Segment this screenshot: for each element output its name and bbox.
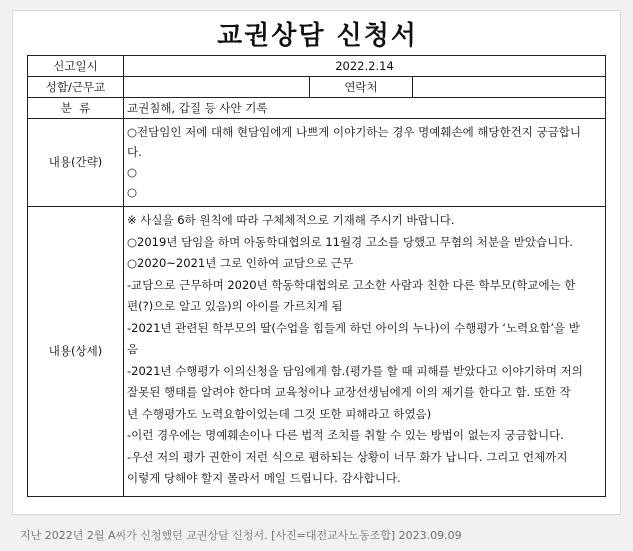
detail-content	[124, 207, 606, 497]
detail-line: ○2020~2021년 그로 인하여 교담으로 근무	[127, 256, 354, 270]
detail-line: -2021년 관련된 학부모의 딸(수업을 힘들게 하던 아이의 누나)이 수행평가 ‘노력요함’을 받	[127, 320, 580, 335]
category-label: 분 류	[28, 98, 124, 119]
contact-label: 연락처	[310, 77, 413, 98]
detail-line: 음	[127, 342, 139, 356]
brief-line: ○	[127, 165, 138, 179]
category-value: 교권침해, 갑질 등 사안 기록	[124, 98, 606, 119]
application-form	[27, 55, 606, 497]
name-contact-row	[28, 77, 606, 98]
brief-row	[28, 119, 606, 207]
detail-row	[28, 207, 606, 497]
detail-line: -우선 저의 평가 권한이 저런 식으로 폄하되는 상황이 너무 화가 납니다. 그리고 언제까지	[127, 449, 568, 464]
detail-line: -교담으로 근무하며 2020년 학동학대협의로 고소한 사람과 친한 다른 학부모(학교에는 한	[127, 277, 576, 292]
category-row	[28, 98, 606, 119]
photo-caption: 지난 2022년 2월 A씨가 신청했던 교권상담 신청서. [사진=대전교사노동조합] 2023.09.09	[20, 529, 462, 542]
brief-label: 내용(간략)	[28, 119, 124, 207]
contact-value	[413, 77, 606, 98]
date-value: 2022.2.14	[124, 56, 606, 77]
detail-label: 내용(상세)	[28, 207, 124, 497]
document-frame	[12, 10, 621, 515]
brief-line: 다.	[127, 145, 142, 159]
date-row	[28, 56, 606, 77]
detail-line: 잘못된 행태를 알려야 한다며 교육청이나 교장선생님에게 이의 제기를 한다고 함. 또한 작	[127, 385, 571, 399]
date-label: 신고일시	[28, 56, 124, 77]
brief-line: ○	[127, 185, 138, 199]
document-title: 교권상담 신청서	[217, 21, 418, 51]
detail-line: 편(?)으로 알고 있음)의 아이를 가르치게 됨	[127, 299, 343, 313]
brief-content	[124, 119, 606, 207]
name-label: 성함/근무교	[28, 77, 124, 98]
detail-line: -이런 경우에는 명예훼손이나 다른 법적 조치를 취할 수 있는 방법이 없는지 궁금합니다.	[127, 428, 564, 442]
detail-line: ○2019년 담임을 하며 아동학대협의로 11월경 고소를 당했고 무혐의 처분을 받았습니다.	[127, 234, 573, 249]
name-value	[124, 77, 310, 98]
detail-line: -2021년 수행평가 이의신청을 담임에게 함.(평가를 할 때 피해를 받았다고 이야기하며 저의	[127, 363, 583, 378]
brief-line: ○전담임인 저에 대해 현담임에게 나쁘게 이야기하는 경우 명예훼손에 해당한건지 궁금합니	[127, 125, 581, 139]
detail-line: 이렇게 당해야 할지 몰라서 메일 드립니다. 감사합니다.	[127, 471, 401, 485]
detail-line: ※ 사실을 6하 원칙에 따라 구체체적으로 기재해 주시기 바랍니다.	[127, 213, 455, 227]
detail-line: 년 수행평가도 노력요함이었는데 그것 또한 피해라고 하였음)	[127, 406, 432, 421]
